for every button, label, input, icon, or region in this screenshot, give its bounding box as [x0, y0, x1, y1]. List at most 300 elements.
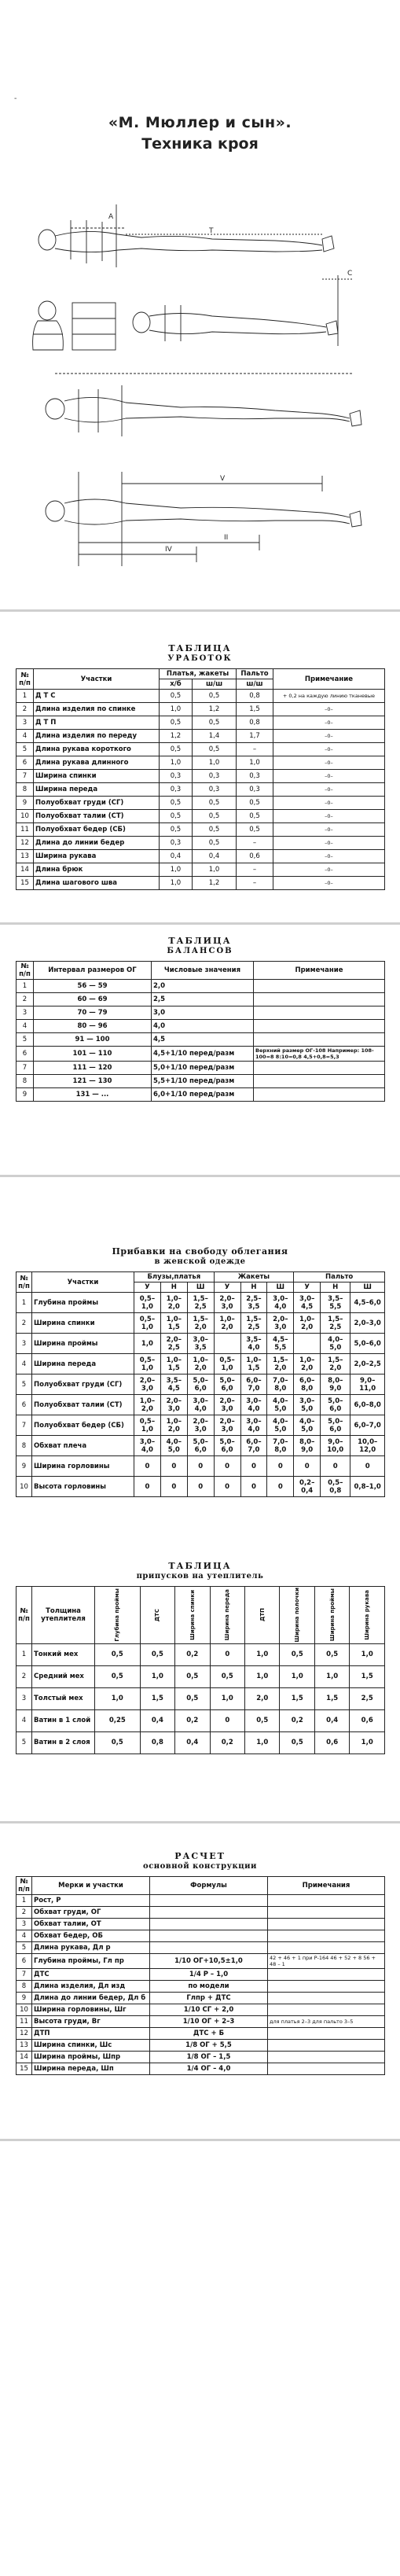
col-formulas: Формулы [150, 1877, 268, 1895]
row-value: 3,5–4,5 [160, 1374, 187, 1395]
col-measures: Мерки и участки [32, 1877, 150, 1895]
row-number: 13 [17, 2040, 32, 2052]
row-value: 3,0–4,0 [134, 1436, 161, 1456]
row-value: 0,5 [160, 823, 193, 837]
row-number: 5 [17, 743, 34, 756]
figure-reclining-2 [133, 275, 354, 346]
row-value: 1,5–2,0 [187, 1313, 214, 1334]
row-value: 1,0 [350, 1731, 385, 1754]
insulation-table [16, 1586, 385, 1754]
row-value: 1,5–2,5 [187, 1293, 214, 1313]
row-value: 0,5–1,0 [134, 1313, 161, 1334]
row-value: 1,5–2,0 [321, 1354, 350, 1374]
row-value: 0,5 [237, 810, 273, 823]
row-value: 5,0–6,0 [214, 1436, 240, 1456]
row-value: 0,5 [280, 1731, 314, 1754]
row-number: 7 [17, 770, 34, 783]
row-value: 1,5 [280, 1687, 314, 1709]
row-value: 5,0–6,0 [321, 1415, 350, 1436]
row-value: 6,0–8,0 [294, 1374, 321, 1395]
row-value: 2,0–3,0 [214, 1293, 240, 1313]
row-value: 1,7 [237, 730, 273, 743]
table-row [17, 1395, 385, 1415]
row-value: 3,0 [152, 1006, 254, 1020]
row-measure: Ширина горловины, Шг [32, 2004, 150, 2016]
row-part-name: Длина рукава длинного [34, 756, 160, 770]
row-number: 6 [17, 1395, 32, 1415]
row-number: 1 [17, 1293, 32, 1313]
col-fit-sh: Ш [187, 1282, 214, 1293]
table-row [17, 2040, 385, 2052]
table-row [17, 1981, 385, 1993]
row-value: 0,5 [210, 1665, 244, 1687]
row-number: 11 [17, 823, 34, 837]
row-value: 3,5–5,5 [321, 1293, 350, 1313]
table-row [17, 1415, 385, 1436]
row-number: 9 [17, 797, 34, 810]
row-value: 1,0 [134, 1334, 161, 1354]
row-note: –0– [273, 810, 384, 823]
row-note: –0– [273, 823, 384, 837]
row-note [254, 1062, 385, 1075]
row-value: 2,0–3,0 [350, 1313, 385, 1334]
figure-label-t: Т [209, 227, 214, 235]
row-formula: по модели [150, 1981, 268, 1993]
row-material: Тонкий мех [32, 1643, 95, 1665]
row-value: 8,0–9,0 [294, 1436, 321, 1456]
row-value: 3,0–5,0 [294, 1395, 321, 1415]
row-interval: 91 — 100 [34, 1033, 152, 1047]
row-interval: 80 — 96 [34, 1020, 152, 1033]
row-interval: 101 — 110 [34, 1047, 152, 1062]
row-number: 1 [17, 1643, 32, 1665]
row-value: 2,5 [152, 993, 254, 1006]
table-row [17, 1293, 385, 1313]
row-value: 5,5+1/10 перед/разм [152, 1075, 254, 1088]
row-measure: Длина изделия, Дл изд [32, 1981, 150, 1993]
row-value: 0,5 [95, 1731, 141, 1754]
table-row [17, 1006, 385, 1020]
col-num: № п/п [17, 1272, 32, 1293]
row-value: 2,0–3,0 [160, 1395, 187, 1415]
row-note: –0– [273, 863, 384, 877]
row-value: 2,0–2,5 [350, 1354, 385, 1374]
row-value: 4,0–5,0 [294, 1415, 321, 1436]
page-separator [0, 2139, 400, 2141]
col-jacket: Жакеты [214, 1272, 294, 1282]
row-value: 1,0–1,5 [160, 1354, 187, 1374]
row-part-name: Длина изделия по спинке [34, 703, 160, 716]
row-number: 5 [17, 1942, 32, 1954]
row-value: 0,6 [237, 850, 273, 863]
row-measure: Высота груди, Вг [32, 2016, 150, 2028]
table-row [17, 1930, 385, 1942]
allowance-table-subtitle: УРАБОТОК [167, 654, 233, 663]
table-row [17, 1687, 385, 1709]
row-part-name: Ширина спинки [34, 770, 160, 783]
row-value: 0,5 [192, 690, 236, 703]
row-number: 11 [17, 2016, 32, 2028]
row-value: – [237, 743, 273, 756]
row-value: 5,0+1/10 перед/разм [152, 1062, 254, 1075]
table-row [17, 690, 385, 703]
row-note: –0– [273, 850, 384, 863]
row-value: 0,4 [160, 850, 193, 863]
col-parts: Участки [34, 669, 160, 690]
row-value: 1,0 [140, 1665, 174, 1687]
row-note: –0– [273, 783, 384, 797]
insulation-table-title: ТАБЛИЦА [168, 1561, 232, 1571]
row-measure: Длина рукава, Дл р [32, 1942, 150, 1954]
row-part-name: Длина шагового шва [34, 877, 160, 890]
col-fit-u: У [214, 1282, 240, 1293]
row-value: 1,0 [245, 1731, 280, 1754]
row-value: 0 [240, 1456, 267, 1477]
row-note [254, 980, 385, 993]
table-row [17, 823, 385, 837]
row-value: 1,0 [160, 877, 193, 890]
row-number: 15 [17, 877, 34, 890]
row-value: 4,0–5,0 [267, 1395, 294, 1415]
row-value: 0,5 [140, 1643, 174, 1665]
row-number: 14 [17, 863, 34, 877]
table-row [17, 770, 385, 783]
row-note [254, 1088, 385, 1102]
row-part-name: Полуобхват груди (СГ) [32, 1374, 134, 1395]
corner-mark: - [14, 94, 17, 103]
table-row [17, 1665, 385, 1687]
row-value: 0 [160, 1456, 187, 1477]
row-note [268, 1895, 385, 1907]
row-value: 1,2 [160, 730, 193, 743]
row-part-name: Обхват плеча [32, 1436, 134, 1456]
figure-reclining-1 [39, 204, 334, 267]
row-number: 10 [17, 810, 34, 823]
row-value: 3,0–3,5 [187, 1334, 214, 1354]
row-value: 4,5 [152, 1033, 254, 1047]
row-formula: 1/10 СГ + 2,0 [150, 2004, 268, 2016]
ease-table-subtitle: в женской одежде [154, 1257, 246, 1266]
row-value: 1,5 [237, 703, 273, 716]
row-measure: Обхват груди, ОГ [32, 1907, 150, 1919]
row-value: 1,0–2,0 [214, 1313, 240, 1334]
row-value: 1,0 [280, 1665, 314, 1687]
table-row [17, 703, 385, 716]
row-value: 0,4 [192, 850, 236, 863]
row-value: – [237, 837, 273, 850]
row-note [268, 1907, 385, 1919]
row-interval: 60 — 69 [34, 993, 152, 1006]
row-value: 0,6 [350, 1709, 385, 1731]
row-value: 0,5–1,0 [134, 1293, 161, 1313]
row-part-name: Полуобхват груди (СГ) [34, 797, 160, 810]
balance-table-subtitle: БАЛАНСОВ [167, 947, 233, 955]
row-value: 1,0 [245, 1643, 280, 1665]
row-value: 4,0–5,0 [267, 1415, 294, 1436]
table-row [17, 1062, 385, 1075]
table-row [17, 850, 385, 863]
row-part-name: Полуобхват талии (СТ) [32, 1395, 134, 1415]
row-note [268, 1981, 385, 1993]
row-value: 1,0 [350, 1643, 385, 1665]
row-value: 5,0–6,0 [187, 1436, 214, 1456]
row-value: 0,8–1,0 [350, 1477, 385, 1497]
row-value: 3,0–4,0 [187, 1395, 214, 1415]
row-part-name: Ширина проймы [32, 1334, 134, 1354]
figure-reclining-4 [46, 472, 361, 566]
row-value: 1,5 [350, 1665, 385, 1687]
row-value: 0,5–1,0 [134, 1354, 161, 1374]
row-value: 0,2 [175, 1709, 210, 1731]
row-value: 1,0 [314, 1665, 349, 1687]
row-value: 6,0–7,0 [350, 1415, 385, 1436]
row-interval: 56 — 59 [34, 980, 152, 993]
calc-table-title: РАСЧЕТ [174, 1851, 226, 1861]
row-part-name: Ширина горловины [32, 1456, 134, 1477]
row-value: 0,5 [160, 690, 193, 703]
page-separator [0, 609, 400, 612]
table-row [17, 716, 385, 730]
col-note: Примечания [268, 1877, 385, 1895]
col-shelf-width: Ширина полочки [294, 1588, 301, 1643]
table-row [17, 1709, 385, 1731]
table-row [17, 783, 385, 797]
calc-table-subtitle: основной конструкции [143, 1862, 257, 1871]
row-part-name: Длина до линии бедер [34, 837, 160, 850]
row-number: 6 [17, 756, 34, 770]
row-measure: Длина до линии бедер, Дл б [32, 1993, 150, 2004]
row-material: Ватин в 1 слой [32, 1709, 95, 1731]
row-value: 0 [210, 1643, 244, 1665]
table-row [17, 1436, 385, 1456]
row-value: 3,5–4,0 [240, 1334, 267, 1354]
row-value: 2,0 [245, 1687, 280, 1709]
row-formula [150, 1907, 268, 1919]
row-number: 4 [17, 1709, 32, 1731]
col-value: Числовые значения [152, 962, 254, 980]
row-note [254, 993, 385, 1006]
row-note [268, 1942, 385, 1954]
row-part-name: Д Т С [34, 690, 160, 703]
row-number: 5 [17, 1033, 34, 1047]
row-value: 0,3 [160, 837, 193, 850]
row-value: 0 [350, 1456, 385, 1477]
col-sleeve-width: Ширина рукава [364, 1589, 371, 1640]
figure-reclining-3 [46, 374, 361, 436]
row-value: 0,5 [175, 1665, 210, 1687]
table-row [17, 1477, 385, 1497]
row-number: 8 [17, 1436, 32, 1456]
table-row [17, 730, 385, 743]
row-interval: 131 — ... [34, 1088, 152, 1102]
row-number: 6 [17, 1954, 32, 1969]
row-value: 0,8 [140, 1731, 174, 1754]
row-value: 0,3 [192, 770, 236, 783]
row-value: 0,4 [314, 1709, 349, 1731]
col-armhole-width: Ширина проймы [328, 1588, 336, 1642]
row-measure: ДТС [32, 1969, 150, 1981]
row-number: 6 [17, 1047, 34, 1062]
row-part-name: Ширина спинки [32, 1313, 134, 1334]
row-number: 14 [17, 2052, 32, 2063]
row-value: 1,5 [140, 1687, 174, 1709]
row-measure: Рост, Р [32, 1895, 150, 1907]
table-row [17, 2004, 385, 2016]
row-note: –0– [273, 756, 384, 770]
allowance-table-title: ТАБЛИЦА [168, 643, 232, 653]
row-value: 1,0–2,0 [294, 1313, 321, 1334]
row-formula: 1/8 ОГ + 5,5 [150, 2040, 268, 2052]
row-value: 8,0–9,0 [321, 1374, 350, 1395]
row-value: 0 [267, 1477, 294, 1497]
row-value: 0 [187, 1456, 214, 1477]
row-number: 1 [17, 1895, 32, 1907]
table-row [17, 1993, 385, 2004]
row-value: 0,5 [175, 1687, 210, 1709]
col-num: № п/п [17, 1587, 32, 1644]
row-value: 0,5 [160, 743, 193, 756]
row-formula: 1/8 ОГ – 1,5 [150, 2052, 268, 2063]
row-material: Средний мех [32, 1665, 95, 1687]
table-row [17, 1334, 385, 1354]
table-row [17, 2052, 385, 2063]
table-row [17, 1033, 385, 1047]
row-number: 3 [17, 1919, 32, 1930]
row-value: 2,0–3,0 [134, 1374, 161, 1395]
row-value: 7,0–8,0 [267, 1436, 294, 1456]
row-number: 9 [17, 1088, 34, 1102]
row-value: 0,5 [314, 1643, 349, 1665]
row-value: 0,5 [160, 810, 193, 823]
row-value: 0,5 [95, 1643, 141, 1665]
row-number: 8 [17, 783, 34, 797]
row-value: 1,0 [95, 1687, 141, 1709]
row-value: 0,5 [160, 716, 193, 730]
row-value: 1,0–1,5 [160, 1313, 187, 1334]
row-value: 2,5 [350, 1687, 385, 1709]
row-note: + 0,2 на каждую линию тканевые [273, 690, 384, 703]
row-value: 0,5 [192, 823, 236, 837]
row-number: 15 [17, 2063, 32, 2075]
row-value: 0 [210, 1709, 244, 1731]
row-number: 10 [17, 2004, 32, 2016]
row-value: 3,0–4,5 [294, 1293, 321, 1313]
row-note: Верхний размер ОГ-108 Например: 108-100=8 8:10=0,8 4,5+0,8=5,3 [254, 1047, 385, 1062]
row-value: 1,5–2,0 [267, 1354, 294, 1374]
row-note [268, 2028, 385, 2040]
row-number: 5 [17, 1731, 32, 1754]
col-fit-sh: Ш [350, 1282, 385, 1293]
row-value: 1,5–2,5 [240, 1313, 267, 1334]
row-value: 4,5–5,5 [267, 1334, 294, 1354]
row-material: Толстый мех [32, 1687, 95, 1709]
col-note: Примечание [254, 962, 385, 980]
row-part-name: Ширина переда [34, 783, 160, 797]
row-value: 0,5 [192, 743, 236, 756]
row-measure: Ширина переда, Шп [32, 2063, 150, 2075]
col-back-width: Ширина спинки [189, 1589, 196, 1640]
row-value: 1,0 [160, 756, 193, 770]
table-row [17, 1895, 385, 1907]
row-formula: 1/10 ОГ+10,5±1,0 [150, 1954, 268, 1969]
row-value: 1,0–2,0 [187, 1354, 214, 1374]
row-value [214, 1334, 240, 1354]
row-value: 3,0–4,0 [267, 1293, 294, 1313]
table-row [17, 1374, 385, 1395]
row-value: 3,0–4,0 [240, 1395, 267, 1415]
calc-table [16, 1876, 385, 2075]
row-value: 1,0 [160, 703, 193, 716]
row-value: 9,0–10,0 [321, 1436, 350, 1456]
row-value: 0,5 [237, 797, 273, 810]
row-value: 0,5–1,0 [214, 1354, 240, 1374]
row-value: 6,0–8,0 [350, 1395, 385, 1415]
row-value: 0 [134, 1456, 161, 1477]
row-value: 0 [214, 1477, 240, 1497]
row-value: 1,2 [192, 703, 236, 716]
row-value: 1,4 [192, 730, 236, 743]
row-value: 0,2 [210, 1731, 244, 1754]
row-value: 6,0+1/10 перед/разм [152, 1088, 254, 1102]
col-interval: Интервал размеров ОГ [34, 962, 152, 980]
col-front-width: Ширина переда [224, 1589, 231, 1641]
table-row [17, 837, 385, 850]
row-value: 0,5 [192, 797, 236, 810]
row-number: 2 [17, 993, 34, 1006]
row-formula [150, 1942, 268, 1954]
row-value: 0,5 [95, 1665, 141, 1687]
row-value: 0,3 [160, 770, 193, 783]
table-row [17, 1456, 385, 1477]
row-number: 8 [17, 1075, 34, 1088]
row-value: 1,0–2,0 [160, 1293, 187, 1313]
col-c: ш/ш [237, 679, 273, 690]
page-separator [0, 1175, 400, 1177]
row-part-name: Длина брюк [34, 863, 160, 877]
table-row [17, 980, 385, 993]
table-row [17, 877, 385, 890]
row-note [268, 1969, 385, 1981]
row-value: 0 [240, 1477, 267, 1497]
row-formula: 1/4 Р – 1,0 [150, 1969, 268, 1981]
row-value: 2,5–3,5 [240, 1293, 267, 1313]
row-part-name: Ширина переда [32, 1354, 134, 1374]
insulation-table-subtitle: припусков на утеплитель [136, 1572, 264, 1581]
row-part-name: Высота горловины [32, 1477, 134, 1497]
row-measure: Глубина проймы, Гл пр [32, 1954, 150, 1969]
page-separator [0, 1821, 400, 1823]
row-value: 1,0–2,0 [160, 1415, 187, 1436]
row-value: 5,0–6,0 [187, 1374, 214, 1395]
figure-bust [33, 301, 116, 350]
col-num: № п/п [17, 1877, 32, 1895]
row-value: 0,5 [192, 837, 236, 850]
row-value: 10,0–12,0 [350, 1436, 385, 1456]
row-value: 1,0 [192, 863, 236, 877]
row-value: 1,0 [245, 1665, 280, 1687]
row-value: 0,4 [140, 1709, 174, 1731]
row-number: 7 [17, 1969, 32, 1981]
col-parts: Участки [32, 1272, 134, 1293]
row-value: 9,0–11,0 [350, 1374, 385, 1395]
row-part-name: Ширина рукава [34, 850, 160, 863]
row-value: 4,5+1/10 перед/разм [152, 1047, 254, 1062]
row-number: 13 [17, 850, 34, 863]
row-interval: 70 — 79 [34, 1006, 152, 1020]
row-value: – [237, 863, 273, 877]
row-value: 2,0–3,0 [214, 1415, 240, 1436]
row-formula: 1/10 ОГ + 2–3 [150, 2016, 268, 2028]
